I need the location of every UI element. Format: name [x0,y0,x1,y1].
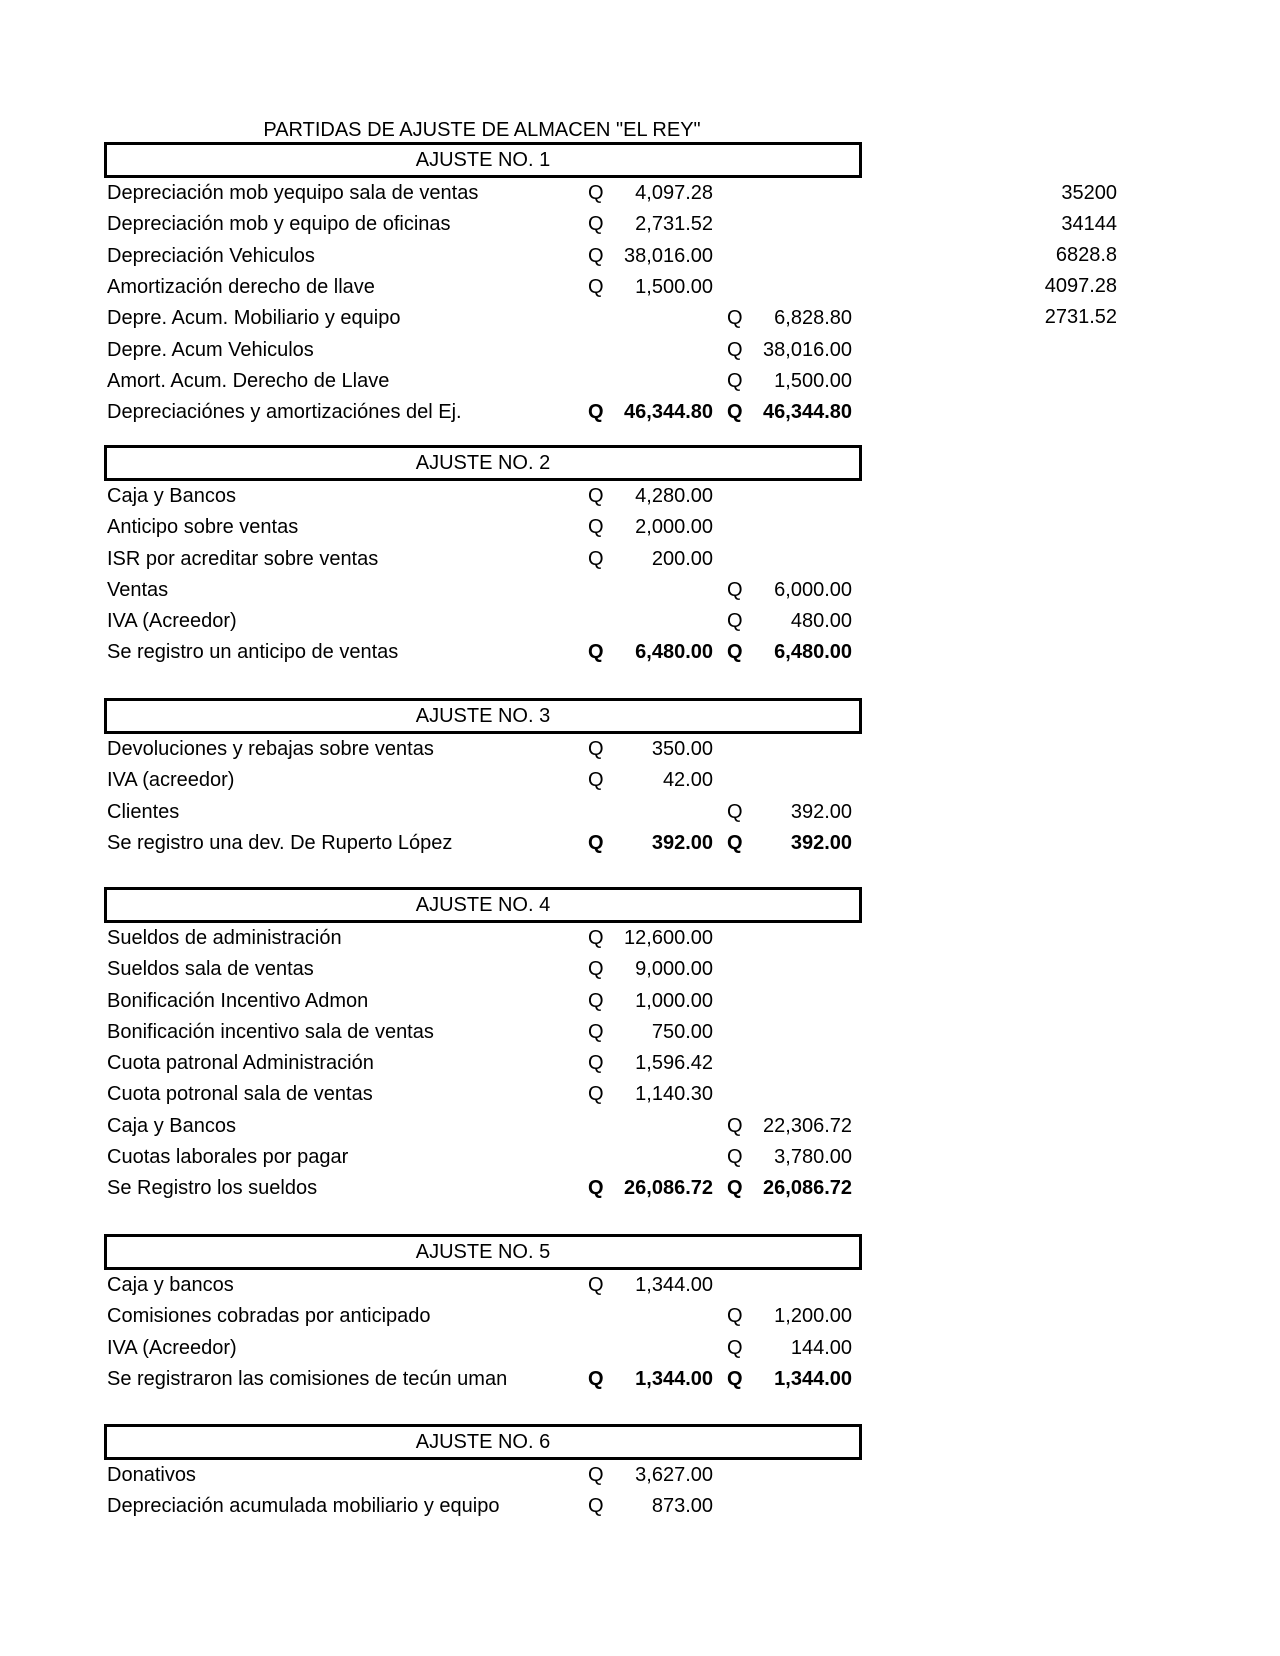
ledger-row [0,336,900,364]
debit-currency: Q [588,1495,604,1517]
credit-amount: 392.00 [790,801,852,823]
ledger-row [0,1461,900,1489]
adjustment-heading: AJUSTE NO. 6 [104,1424,862,1460]
credit-currency: Q [727,1177,743,1199]
side-value: 35200 [1061,182,1117,204]
debit-currency: Q [588,1368,604,1390]
debit-amount: 350.00 [651,738,713,760]
debit-currency: Q [588,401,604,423]
debit-currency: Q [588,516,604,538]
credit-amount: 1,200.00 [774,1305,852,1327]
account-name: Depre. Acum. Mobiliario y equipo [107,307,401,329]
total-description: Se registro un anticipo de ventas [107,641,399,663]
debit-currency: Q [588,1083,604,1105]
credit-currency: Q [727,641,743,663]
account-name: Caja y bancos [107,1274,234,1296]
credit-amount: 22,306.72 [763,1115,852,1137]
total-row [0,398,900,426]
ledger-row [0,987,900,1015]
ledger-row [0,1334,900,1362]
account-name: Bonificación incentivo sala de ventas [107,1021,434,1043]
debit-currency: Q [588,245,604,267]
account-name: Caja y Bancos [107,1115,236,1137]
ledger-row [0,1271,900,1299]
ledger-row [0,304,900,332]
ledger-row [0,1302,900,1330]
debit-currency: Q [588,990,604,1012]
ledger-row [0,242,900,270]
total-row [0,1174,900,1202]
account-name: Cuotas laborales por pagar [107,1146,349,1168]
ledger-row [0,545,900,573]
ledger-row [0,798,900,826]
debit-currency: Q [588,182,604,204]
adjustment-heading: AJUSTE NO. 4 [104,887,862,923]
debit-currency: Q [588,927,604,949]
total-description: Se registraron las comisiones de tecún uman [107,1368,508,1390]
side-value: 2731.52 [1044,306,1117,328]
debit-currency: Q [588,1274,604,1296]
credit-currency: Q [727,370,743,392]
page-title: PARTIDAS DE AJUSTE DE ALMACEN "EL REY" [263,119,701,141]
debit-currency: Q [588,548,604,570]
debit-currency: Q [588,1021,604,1043]
debit-amount: 1,500.00 [635,276,713,298]
debit-currency: Q [588,213,604,235]
ledger-row [0,1492,900,1520]
total-description: Se Registro los sueldos [107,1177,318,1199]
side-value: 4097.28 [1044,275,1117,297]
debit-amount: 1,596.42 [635,1052,713,1074]
credit-amount: 3,780.00 [774,1146,852,1168]
credit-currency: Q [727,1305,743,1327]
ledger-row [0,735,900,763]
total-row [0,829,900,857]
credit-currency: Q [727,307,743,329]
ledger-row [0,367,900,395]
side-value: 34144 [1061,213,1117,235]
credit-currency: Q [727,1337,743,1359]
account-name: Comisiones cobradas por anticipado [107,1305,431,1327]
debit-currency: Q [588,276,604,298]
debit-amount: 2,731.52 [635,213,713,235]
debit-amount: 9,000.00 [635,958,713,980]
debit-amount: 2,000.00 [635,516,713,538]
ledger-row [0,273,900,301]
account-name: Sueldos de administración [107,927,342,949]
ledger-row [0,1049,900,1077]
debit-currency: Q [588,832,604,854]
credit-currency: Q [727,832,743,854]
ledger-row [0,576,900,604]
debit-currency: Q [588,485,604,507]
debit-amount: 4,280.00 [635,485,713,507]
account-name: IVA (Acreedor) [107,1337,237,1359]
ledger-row [0,766,900,794]
debit-amount: 1,000.00 [635,990,713,1012]
account-name: Cuota patronal Administración [107,1052,374,1074]
account-name: IVA (acreedor) [107,769,235,791]
ledger-row [0,607,900,635]
total-description: Depreciaciónes y amortizaciónes del Ej. [107,401,462,423]
adjustment-heading: AJUSTE NO. 5 [104,1234,862,1270]
credit-amount: 26,086.72 [763,1177,852,1199]
credit-amount: 1,344.00 [774,1368,852,1390]
credit-currency: Q [727,801,743,823]
debit-currency: Q [588,958,604,980]
debit-amount: 1,344.00 [635,1368,713,1390]
ledger-row [0,1080,900,1108]
ledger-row [0,1112,900,1140]
credit-amount: 46,344.80 [763,401,852,423]
debit-currency: Q [588,1052,604,1074]
credit-currency: Q [727,339,743,361]
debit-amount: 750.00 [651,1021,713,1043]
debit-currency: Q [588,1464,604,1486]
account-name: Depreciación mob y equipo de oficinas [107,213,451,235]
credit-currency: Q [727,1146,743,1168]
credit-currency: Q [727,579,743,601]
account-name: Amortización derecho de llave [107,276,375,298]
debit-amount: 3,627.00 [635,1464,713,1486]
credit-currency: Q [727,1368,743,1390]
ledger-row [0,1143,900,1171]
ledger-row [0,179,900,207]
credit-currency: Q [727,401,743,423]
adjustment-heading: AJUSTE NO. 1 [104,142,862,178]
debit-currency: Q [588,738,604,760]
debit-currency: Q [588,641,604,663]
credit-amount: 1,500.00 [774,370,852,392]
debit-amount: 200.00 [651,548,713,570]
ledger-row [0,1018,900,1046]
account-name: ISR por acreditar sobre ventas [107,548,379,570]
adjustment-heading: AJUSTE NO. 2 [104,445,862,481]
account-name: Amort. Acum. Derecho de Llave [107,370,390,392]
ledger-row [0,924,900,952]
account-name: Sueldos sala de ventas [107,958,314,980]
total-description: Se registro una dev. De Ruperto López [107,832,453,854]
account-name: Depreciación Vehiculos [107,245,315,267]
debit-amount: 6,480.00 [635,641,713,663]
account-name: Devoluciones y rebajas sobre ventas [107,738,434,760]
credit-currency: Q [727,610,743,632]
account-name: Depreciación mob yequipo sala de ventas [107,182,479,204]
debit-amount: 26,086.72 [624,1177,713,1199]
debit-amount: 392.00 [651,832,713,854]
debit-currency: Q [588,769,604,791]
account-name: IVA (Acreedor) [107,610,237,632]
debit-amount: 38,016.00 [624,245,713,267]
credit-amount: 6,480.00 [774,641,852,663]
credit-amount: 480.00 [790,610,852,632]
ledger-row [0,513,900,541]
total-row [0,638,900,666]
account-name: Depre. Acum Vehiculos [107,339,314,361]
account-name: Bonificación Incentivo Admon [107,990,369,1012]
credit-currency: Q [727,1115,743,1137]
account-name: Ventas [107,579,169,601]
account-name: Anticipo sobre ventas [107,516,299,538]
debit-amount: 46,344.80 [624,401,713,423]
credit-amount: 6,000.00 [774,579,852,601]
debit-amount: 42.00 [662,769,713,791]
account-name: Clientes [107,801,180,823]
ledger-row [0,210,900,238]
account-name: Cuota potronal sala de ventas [107,1083,373,1105]
debit-amount: 4,097.28 [635,182,713,204]
ledger-row [0,955,900,983]
account-name: Caja y Bancos [107,485,236,507]
adjustment-heading: AJUSTE NO. 3 [104,698,862,734]
debit-amount: 1,140.30 [635,1083,713,1105]
credit-amount: 38,016.00 [763,339,852,361]
debit-currency: Q [588,1177,604,1199]
credit-amount: 392.00 [790,832,852,854]
total-row [0,1365,900,1393]
credit-amount: 144.00 [790,1337,852,1359]
account-name: Donativos [107,1464,196,1486]
side-value: 6828.8 [1055,244,1117,266]
credit-amount: 6,828.80 [774,307,852,329]
ledger-row [0,482,900,510]
debit-amount: 1,344.00 [635,1274,713,1296]
account-name: Depreciación acumulada mobiliario y equipo [107,1495,500,1517]
debit-amount: 12,600.00 [624,927,713,949]
debit-amount: 873.00 [651,1495,713,1517]
